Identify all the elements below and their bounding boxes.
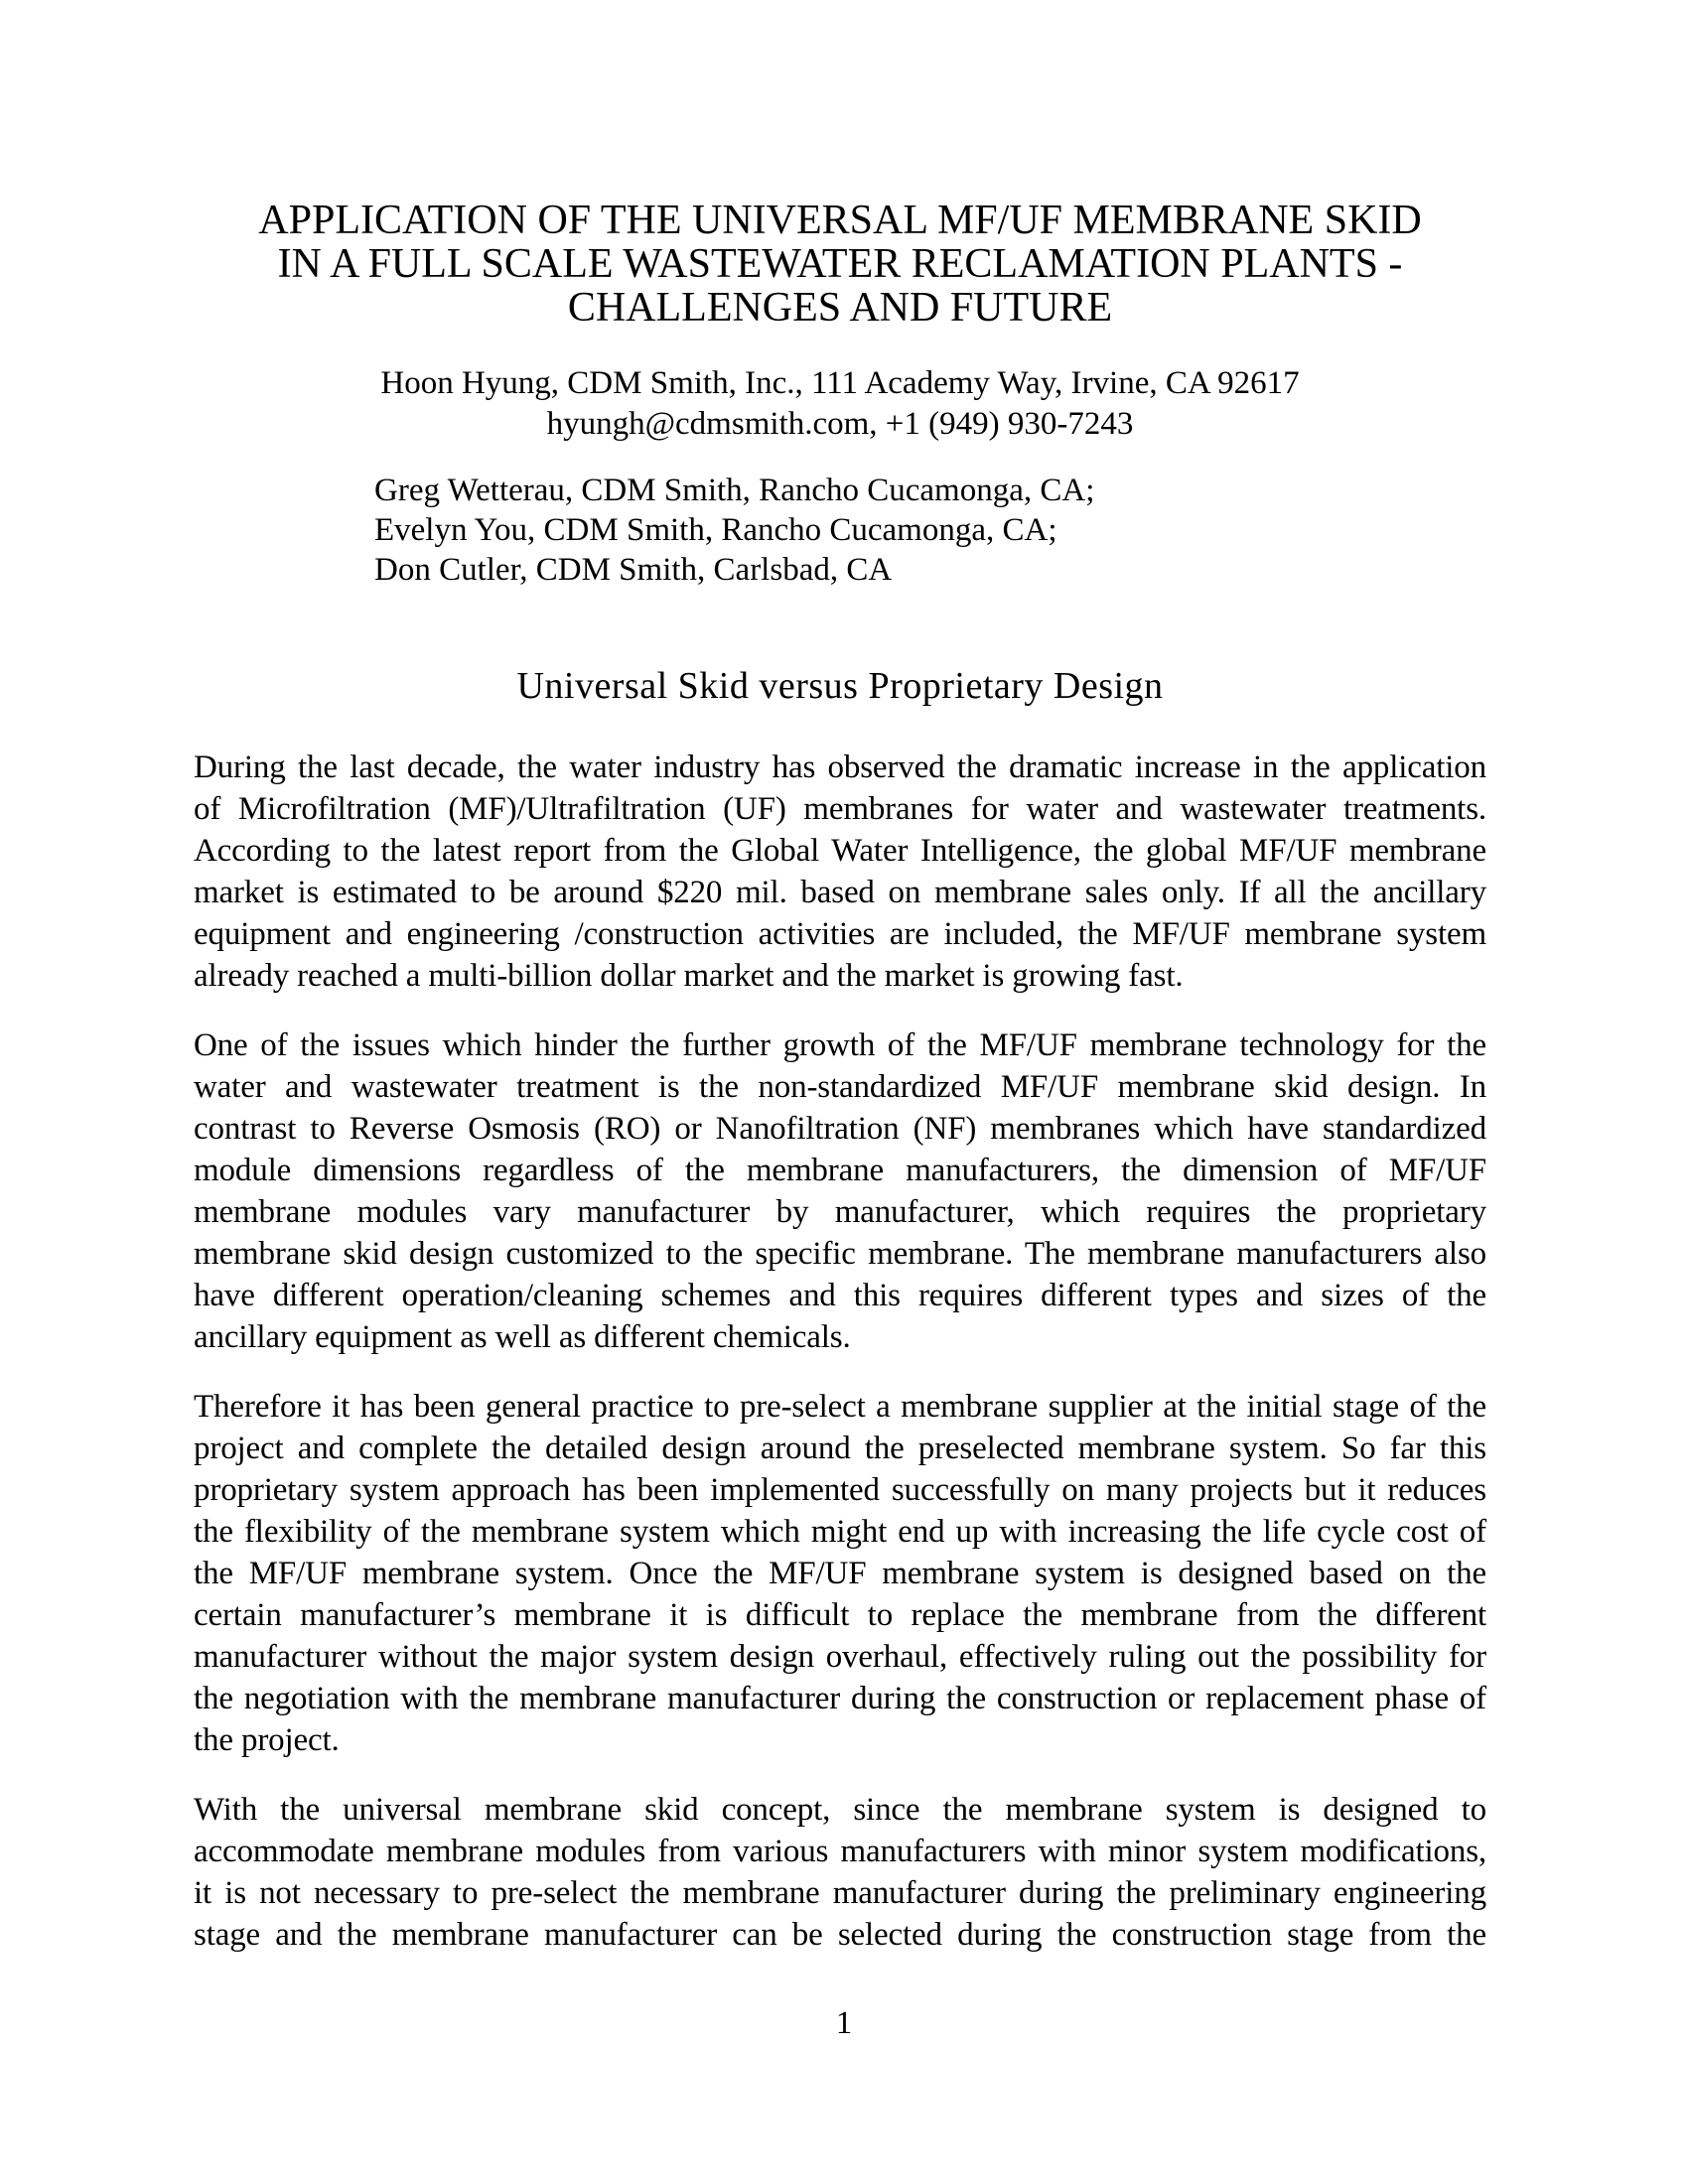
body-line: certain manufacturer’s membrane it is difficult to replace the membrane from the different [194,1597,1486,1633]
coauthor-line: Greg Wetterau, CDM Smith, Rancho Cucamonga, CA; [374,473,1095,508]
body-line: According to the latest report from the Global Water Intelligence, the global MF/UF membrane [194,833,1486,869]
author-affiliation-line: Hoon Hyung, CDM Smith, Inc., 111 Academy Way, Irvine, CA 92617 [380,365,1300,401]
coauthor-line: Don Cutler, CDM Smith, Carlsbad, CA [374,552,893,588]
body-line: contrast to Reverse Osmosis (RO) or Nanofiltration (NF) membranes which have standardized [194,1111,1486,1147]
section-heading: Universal Skid versus Proprietary Design [516,665,1164,707]
page-number: 1 [835,2005,853,2041]
body-paragraph [194,747,1486,997]
body-line: of Microfiltration (MF)/Ultrafiltration (UF) membranes for water and wastewater treatments. [194,791,1486,827]
body-paragraph [194,1386,1486,1761]
body-line: stage and the membrane manufacturer can be selected during the construction stage from the [194,1917,1486,1953]
body-line: manufacturer without the major system design overhaul, effectively ruling out the possibility for [194,1639,1486,1675]
body-line: membrane modules vary manufacturer by manufacturer, which requires the proprietary [194,1194,1486,1230]
body-paragraph [194,1024,1486,1358]
body-line: membrane skid design customized to the specific membrane. The membrane manufacturers also [194,1236,1486,1272]
body-line: the negotiation with the membrane manufacturer during the construction or replacement phase of [194,1681,1486,1716]
body-line: water and wastewater treatment is the non-standardized MF/UF membrane skid design. In [194,1069,1486,1105]
body-line: market is estimated to be around $220 mil. based on membrane sales only. If all the ancillary [194,875,1486,910]
body-line: the flexibility of the membrane system which might end up with increasing the life cycle cost of [194,1514,1486,1550]
primary-author-block [194,363,1486,445]
author-contact-line: hyungh@cdmsmith.com, +1 (949) 930-7243 [546,406,1134,442]
coauthor-block [374,471,1486,590]
body-line: ancillary equipment as well as different chemicals. [194,1319,851,1355]
body-line: One of the issues which hinder the further growth of the MF/UF membrane technology for the [194,1027,1486,1063]
body-line: the MF/UF membrane system. Once the MF/UF membrane system is designed based on the [194,1556,1486,1591]
body-line: Therefore it has been general practice to pre-select a membrane supplier at the initial stage of the [194,1389,1486,1425]
body-line: project and complete the detailed design around the preselected membrane system. So far this [194,1431,1486,1466]
body-paragraph [194,1789,1486,1956]
paper-title [194,199,1486,330]
body-line: it is not necessary to pre-select the membrane manufacturer during the preliminary engineering [194,1875,1486,1911]
body-line: already reached a multi-billion dollar market and the market is growing fast. [194,958,1184,994]
body-line: With the universal membrane skid concept, since the membrane system is designed to [194,1792,1486,1828]
body-line: have different operation/cleaning schemes and this requires different types and sizes of the [194,1278,1486,1313]
body-line: equipment and engineering /construction activities are included, the MF/UF membrane system [194,916,1486,952]
body-line: proprietary system approach has been implemented successfully on many projects but it reduces [194,1472,1486,1508]
title-line: APPLICATION OF THE UNIVERSAL MF/UF MEMBRANE SKID [258,198,1422,243]
title-line: CHALLENGES AND FUTURE [567,285,1113,331]
body-line: module dimensions regardless of the membrane manufacturers, the dimension of MF/UF [194,1153,1486,1188]
body-line: the project. [194,1722,340,1758]
body-line: accommodate membrane modules from various manufacturers with minor system modifications, [194,1834,1486,1869]
title-line: IN A FULL SCALE WASTEWATER RECLAMATION PLANTS - [277,241,1403,287]
coauthor-line: Evelyn You, CDM Smith, Rancho Cucamonga, CA; [374,512,1057,548]
body-line: During the last decade, the water industry has observed the dramatic increase in the application [194,750,1486,785]
